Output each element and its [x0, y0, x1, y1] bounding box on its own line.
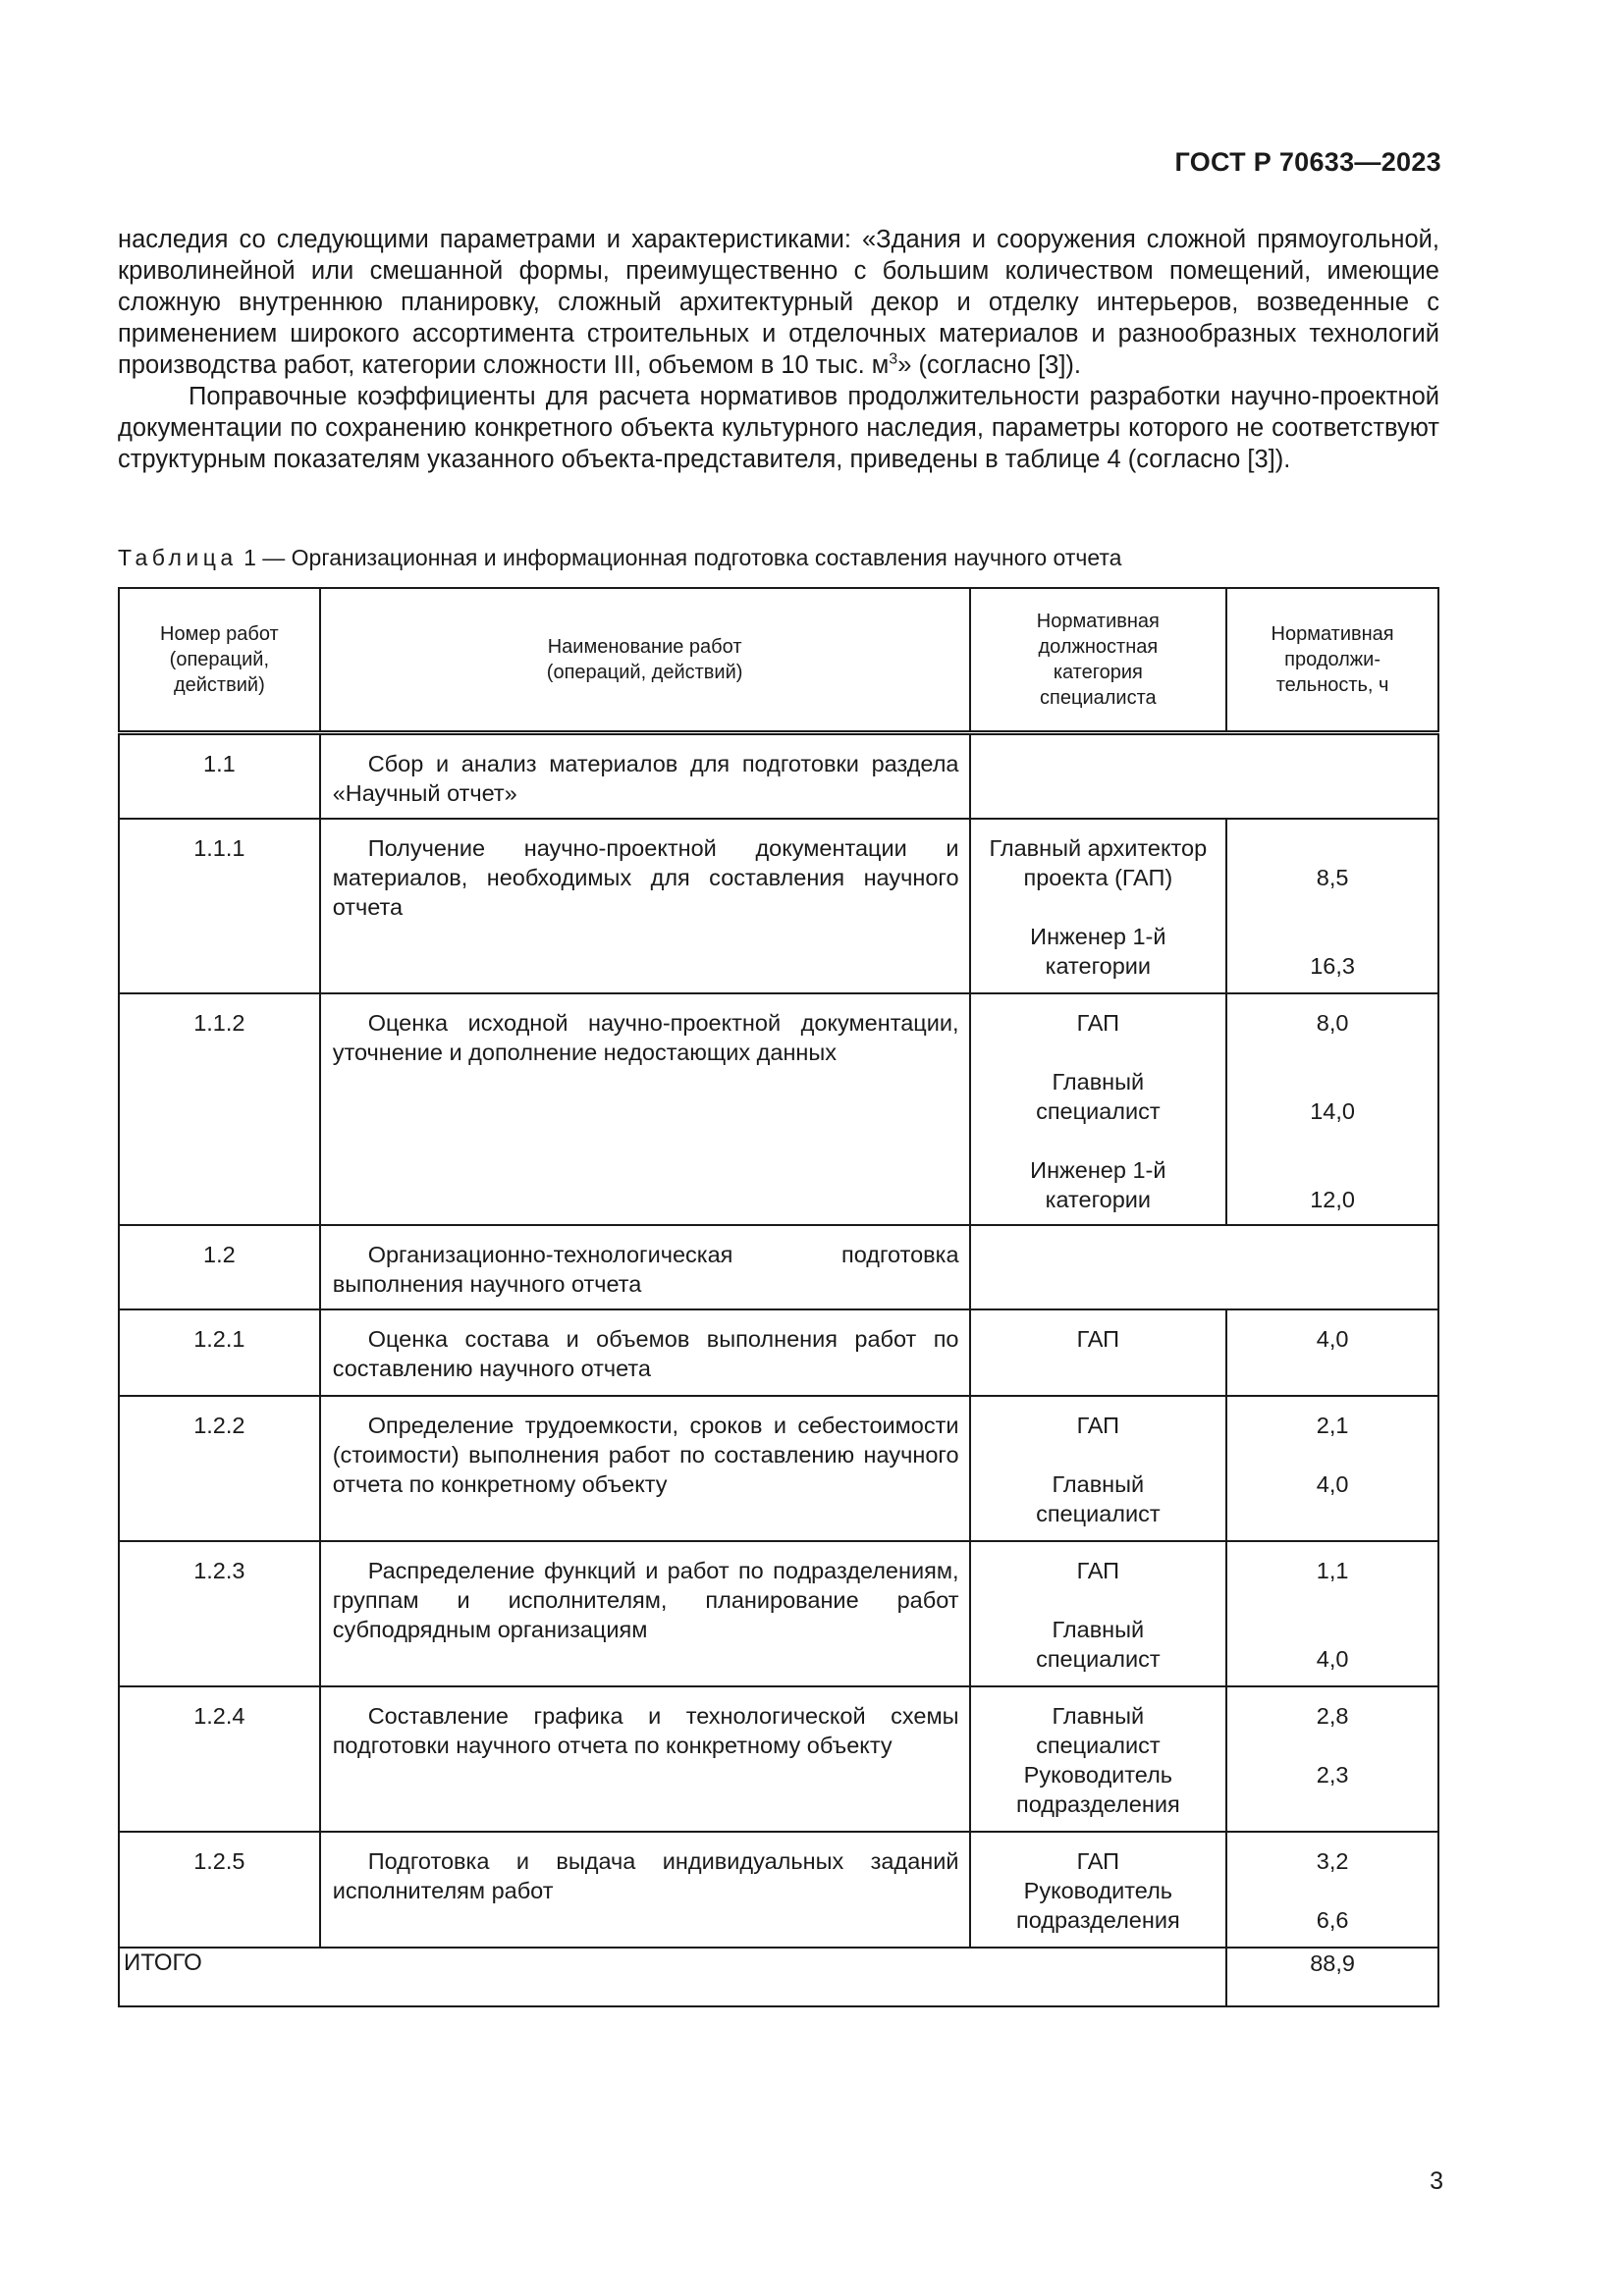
header-position: Нормативная должностная категория специалиста: [970, 588, 1227, 733]
row-num: 1.2.4: [119, 1686, 320, 1832]
work-table: [118, 587, 1439, 2007]
table-row: [119, 993, 1438, 1225]
row-num: 1.1: [119, 733, 320, 820]
table-row: [119, 733, 1438, 820]
table-row: [119, 1396, 1438, 1541]
row-duration: 8,5 16,3: [1226, 819, 1438, 993]
paragraph-1: наследия со следующими параметрами и характеристиками: «Здания и сооружения сложной прямоугольной, криволинейной или смешанной формы, преимущественно с большим количеством помещений, имеющие сложную внутреннюю планировку, сложный архитектурный декор и отделку интерьеров, возведенные с применением широкого ассортимента строительных и отделочных материалов и разнообразных технологий производства работ, категории сложности III, объемом в 10 тыс. $м^3$» (согласно [3]).: [118, 226, 1439, 379]
header-name: Наименование работ (операций, действий): [320, 588, 970, 733]
row-empty: [970, 733, 1438, 820]
table-row: [119, 1541, 1438, 1686]
row-empty: [970, 1225, 1438, 1309]
row-num: 1.1.1: [119, 819, 320, 993]
row-duration: 8,0 14,0 12,0: [1226, 993, 1438, 1225]
row-position: ГАП Главный специалист Инженер 1-й категории: [970, 993, 1227, 1225]
page-number: 3: [1430, 2167, 1443, 2195]
row-num: 1.2.1: [119, 1309, 320, 1396]
table-row: [119, 1832, 1438, 1948]
total-row: [119, 1948, 1438, 2006]
row-num: 1.2.2: [119, 1396, 320, 1541]
body-text: [118, 224, 1439, 475]
standard-designation: ГОСТ Р 70633—2023: [1174, 147, 1441, 177]
row-position: ГАП Руководитель подразделения: [970, 1832, 1227, 1948]
row-name: Оценка состава и объемов выполнения работ по составлению научного отчета: [320, 1309, 970, 1396]
row-position: ГАП: [970, 1309, 1227, 1396]
row-duration: 2,1 4,0: [1226, 1396, 1438, 1541]
row-name: Организационно-технологическая подготовка выполнения научного отчета: [320, 1225, 970, 1309]
row-name: Распределение функций и работ по подразделениям, группам и исполнителям, планирование работ субподрядным организациям: [320, 1541, 970, 1686]
row-position: ГАП Главный специалист: [970, 1541, 1227, 1686]
row-name: Получение научно-проектной документации и материалов, необходимых для составления научного отчета: [320, 819, 970, 993]
total-value: 88,9: [1226, 1948, 1438, 2006]
paragraph-2: Поправочные коэффициенты для расчета нормативов продолжительности разработки научно-проектной документации по сохранению конкретного объекта культурного наследия, параметры которого не соответствуют структурным показателям указанного объекта-представителя, приведены в таблице 4 (согласно [3]).: [118, 383, 1439, 473]
table-row: [119, 819, 1438, 993]
row-position: Главный архитектор проекта (ГАП) Инженер 1-й категории: [970, 819, 1227, 993]
row-position: ГАП Главный специалист: [970, 1396, 1227, 1541]
header-duration: Нормативная продолжи-тельность, ч: [1226, 588, 1438, 733]
row-name: Определение трудоемкости, сроков и себестоимости (стоимости) выполнения работ по составлению научного отчета по конкретному объекту: [320, 1396, 970, 1541]
row-name: Подготовка и выдача индивидуальных заданий исполнителям работ: [320, 1832, 970, 1948]
total-label: ИТОГО: [119, 1948, 1226, 2006]
header-num: Номер работ (операций, действий): [119, 588, 320, 733]
table-row: [119, 1225, 1438, 1309]
table-row: [119, 1309, 1438, 1396]
row-num: 1.2.3: [119, 1541, 320, 1686]
row-name: Оценка исходной научно-проектной документации, уточнение и дополнение недостающих данных: [320, 993, 970, 1225]
row-name: Составление графика и технологической схемы подготовки научного отчета по конкретному объекту: [320, 1686, 970, 1832]
row-duration: 3,2 6,6: [1226, 1832, 1438, 1948]
row-num: 1.2: [119, 1225, 320, 1309]
row-duration: 1,1 4,0: [1226, 1541, 1438, 1686]
row-num: 1.2.5: [119, 1832, 320, 1948]
row-num: 1.1.2: [119, 993, 320, 1225]
row-duration: 2,8 2,3: [1226, 1686, 1438, 1832]
row-name: Сбор и анализ материалов для подготовки раздела «Научный отчет»: [320, 733, 970, 820]
row-position: Главный специалист Руководитель подразделения: [970, 1686, 1227, 1832]
table-header-row: [119, 588, 1438, 733]
table-caption: Таблица 1 — Организационная и информационная подготовка составления научного отчета: [118, 545, 1122, 570]
table-row: [119, 1686, 1438, 1832]
row-duration: 4,0: [1226, 1309, 1438, 1396]
